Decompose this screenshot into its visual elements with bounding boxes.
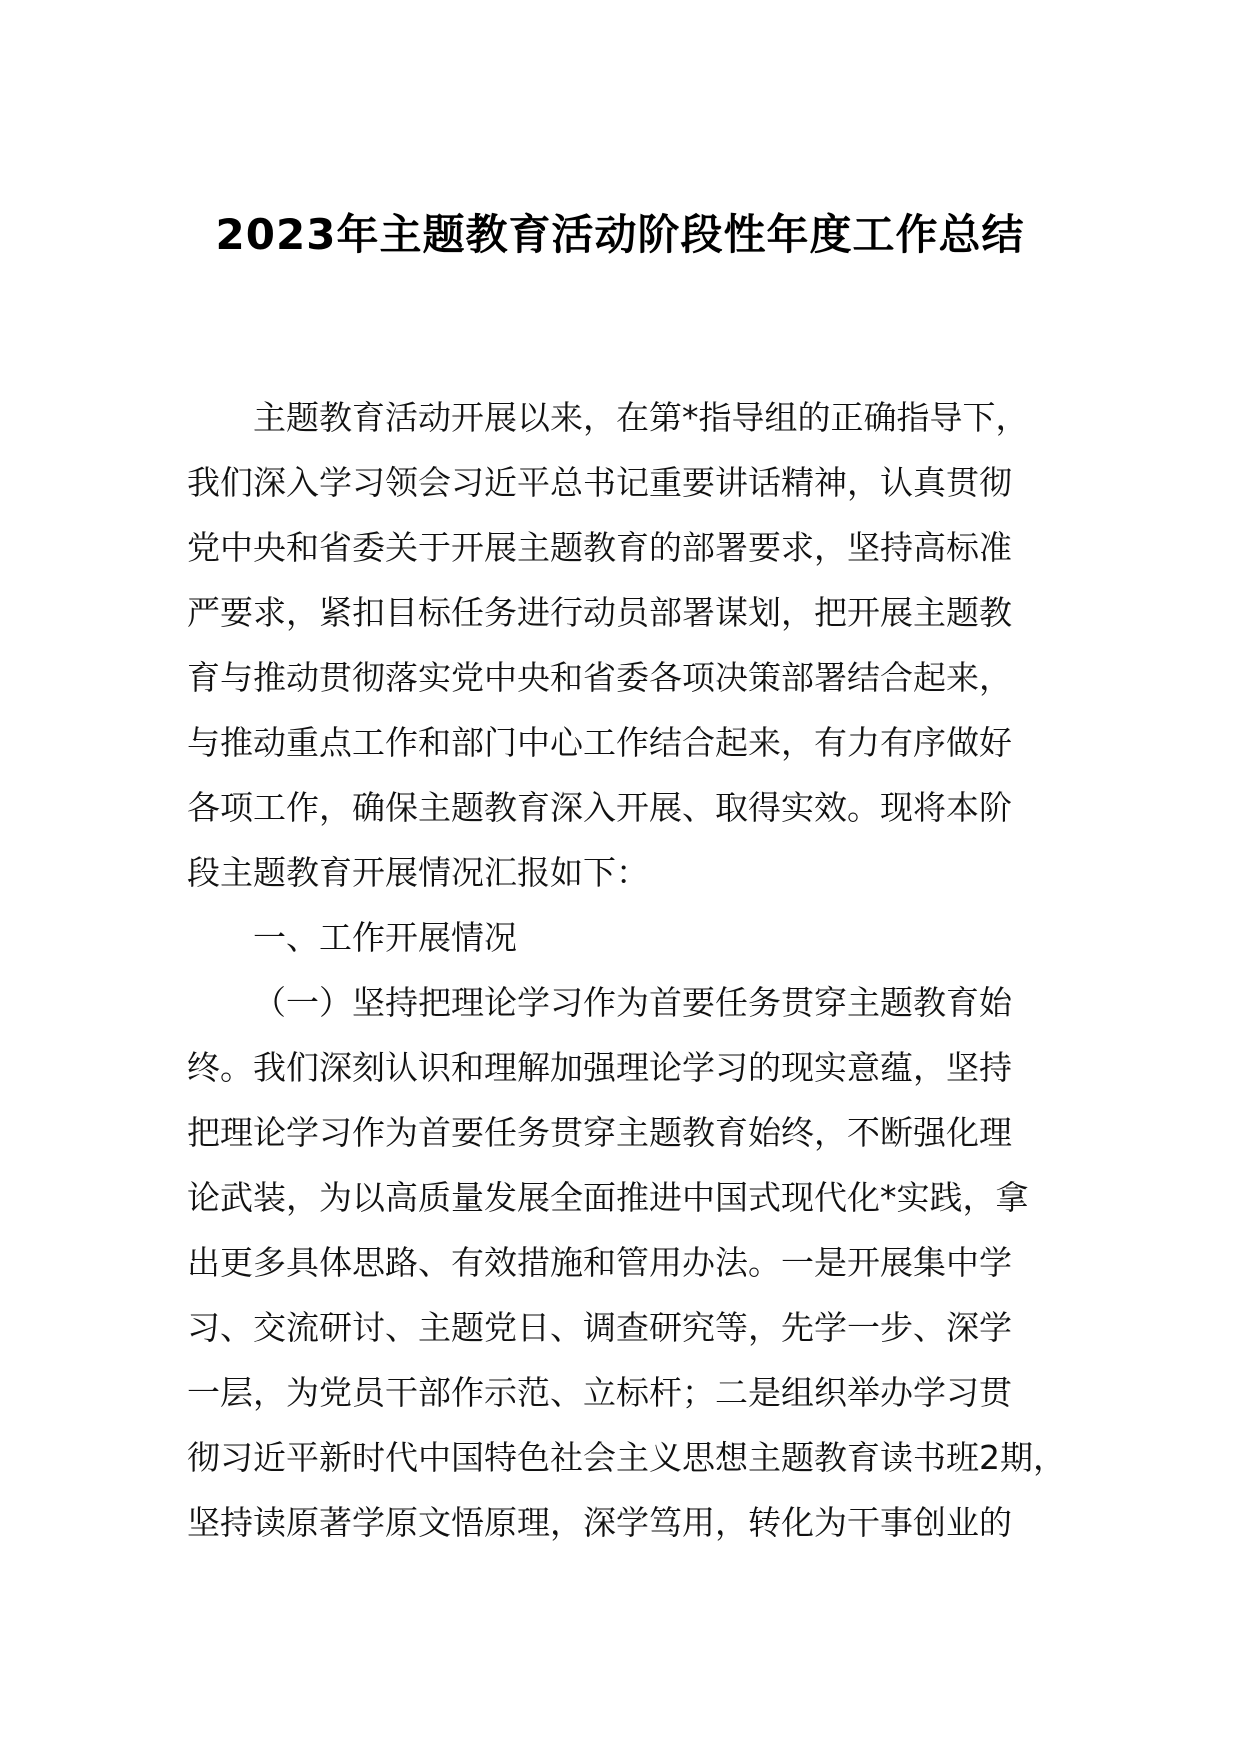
paragraph-line: 坚持读原著学原文悟原理，深学笃用，转化为干事创业的 bbox=[187, 1503, 1012, 1542]
paragraph-line: 各项工作，确保主题教育深入开展、取得实效。现将本阶 bbox=[187, 788, 1012, 827]
paragraph-line: 彻习近平新时代中国特色社会主义思想主题教育读书班2期， bbox=[187, 1438, 1066, 1477]
paragraph-line: 把理论学习作为首要任务贯穿主题教育始终，不断强化理 bbox=[187, 1113, 1012, 1152]
paragraph-line: 我们深入学习领会习近平总书记重要讲话精神，认真贯彻 bbox=[187, 463, 1012, 502]
paragraph-line: 论武装，为以高质量发展全面推进中国式现代化*实践，拿 bbox=[187, 1178, 1029, 1217]
document-body bbox=[187, 385, 1066, 1555]
paragraph-line: 主题教育活动开展以来，在第*指导组的正确指导下， bbox=[253, 398, 1029, 437]
paragraph-line: 终。我们深刻认识和理解加强理论学习的现实意蕴，坚持 bbox=[187, 1048, 1012, 1087]
paragraph-line: （一）坚持把理论学习作为首要任务贯穿主题教育始 bbox=[253, 983, 1012, 1022]
paragraph-line: 出更多具体思路、有效措施和管用办法。一是开展集中学 bbox=[187, 1243, 1012, 1282]
paragraph-line: 党中央和省委关于开展主题教育的部署要求，坚持高标准 bbox=[187, 528, 1012, 567]
paragraph-line: 习、交流研讨、主题党日、调查研究等，先学一步、深学 bbox=[187, 1308, 1012, 1347]
section-heading: 一、工作开展情况 bbox=[253, 918, 517, 957]
paragraph-line: 与推动重点工作和部门中心工作结合起来，有力有序做好 bbox=[187, 723, 1012, 762]
paragraph-line: 严要求，紧扣目标任务进行动员部署谋划，把开展主题教 bbox=[187, 593, 1012, 632]
document-title: 2023年主题教育活动阶段性年度工作总结 bbox=[215, 210, 1025, 259]
paragraph-line: 一层，为党员干部作示范、立标杆；二是组织举办学习贯 bbox=[187, 1373, 1012, 1412]
paragraph-line: 育与推动贯彻落实党中央和省委各项决策部署结合起来， bbox=[187, 658, 1012, 697]
paragraph-line: 段主题教育开展情况汇报如下： bbox=[187, 853, 649, 892]
